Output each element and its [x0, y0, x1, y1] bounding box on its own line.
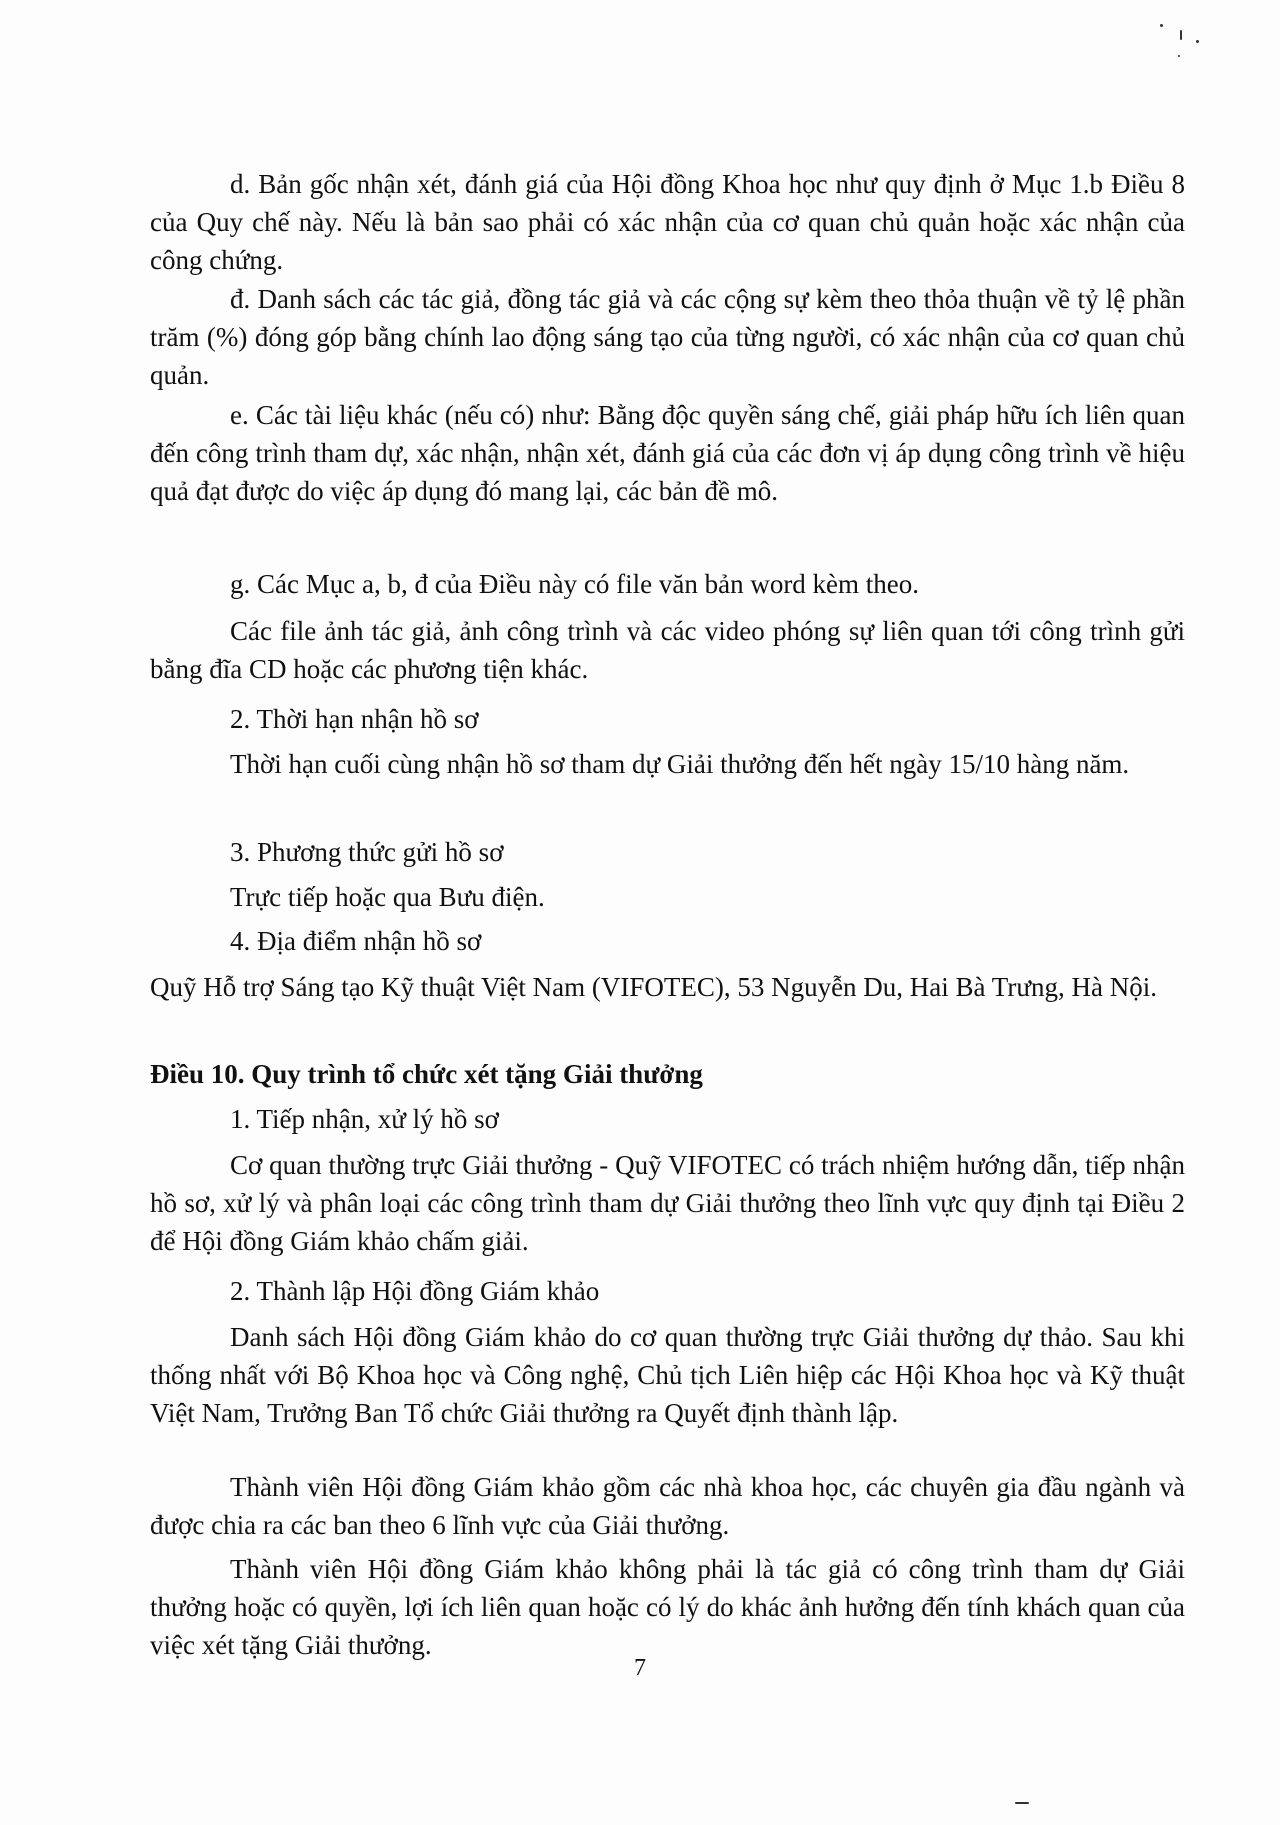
article-10-heading: Điều 10. Quy trình tổ chức xét tặng Giải thưởng — [150, 1059, 703, 1089]
section-2-title: 2. Thời hạn nhận hồ sơ — [230, 704, 479, 734]
paragraph-dd: đ. Danh sách các tác giả, đồng tác giả và các cộng sự kèm theo thỏa thuận về tỷ lệ phần trăm (%) đóng góp bằng chính lao động sáng tạo của từng người, có xác nhận của cơ quan chủ quản. — [150, 284, 1185, 390]
page-number: 7 — [634, 1655, 646, 1681]
section-3-body: Trực tiếp hoặc qua Bưu điện. — [230, 882, 545, 912]
section-4-title: 4. Địa điểm nhận hồ sơ — [230, 926, 482, 956]
article-10-item-2-body: Danh sách Hội đồng Giám khảo do cơ quan thường trực Giải thưởng dự thảo. Sau khi thống nhất với Bộ Khoa học và Công nghệ, Chủ tịch Liên hiệp các Hội Khoa học và Kỹ thuật Việt Nam, Trưởng Ban Tổ chức Giải thưởng ra Quyết định thành lập. — [150, 1322, 1185, 1428]
paragraph-d: d. Bản gốc nhận xét, đánh giá của Hội đồng Khoa học như quy định ở Mục 1.b Điều 8 của Quy chế này. Nếu là bản sao phải có xác nhận của cơ quan chủ quản hoặc xác nhận của công chứng. — [150, 169, 1185, 275]
section-3-title: 3. Phương thức gửi hồ sơ — [230, 837, 504, 867]
article-10-item-1-title: 1. Tiếp nhận, xử lý hồ sơ — [230, 1104, 499, 1134]
section-4-body: Quỹ Hỗ trợ Sáng tạo Kỹ thuật Việt Nam (VIFOTEC), 53 Nguyễn Du, Hai Bà Trưng, Hà Nội. — [150, 972, 1157, 1002]
scan-speck — [1196, 40, 1199, 43]
paragraph-g: g. Các Mục a, b, đ của Điều này có file văn bản word kèm theo. — [230, 569, 920, 599]
section-2-body: Thời hạn cuối cùng nhận hồ sơ tham dự Giải thưởng đến hết ngày 15/10 hàng năm. — [230, 749, 1130, 779]
paragraph-e: e. Các tài liệu khác (nếu có) như: Bằng độc quyền sáng chế, giải pháp hữu ích liên quan đến công trình tham dự, xác nhận, nhận xét, đánh giá của các đơn vị áp dụng công trình về hiệu quả đạt được do việc áp dụng đó mang lại, các bản đề mô. — [150, 400, 1185, 506]
paragraph-files: Các file ảnh tác giả, ảnh công trình và các video phóng sự liên quan tới công trình gửi bằng đĩa CD hoặc các phương tiện khác. — [150, 616, 1185, 684]
article-10-item-1-body: Cơ quan thường trực Giải thưởng - Quỹ VIFOTEC có trách nhiệm hướng dẫn, tiếp nhận hồ sơ, xử lý và phân loại các công trình tham dự Giải thưởng theo lĩnh vực quy định tại Điều 2 để Hội đồng Giám khảo chấm giải. — [150, 1150, 1185, 1256]
scan-speck — [1178, 55, 1180, 57]
article-10-members: Thành viên Hội đồng Giám khảo gồm các nhà khoa học, các chuyên gia đầu ngành và được chia ra các ban theo 6 lĩnh vực của Giải thưởng. — [150, 1472, 1185, 1540]
article-10-item-2-title: 2. Thành lập Hội đồng Giám khảo — [230, 1276, 600, 1306]
scan-speck — [1180, 30, 1182, 40]
article-10-rule: Thành viên Hội đồng Giám khảo không phải là tác giả có công trình tham dự Giải thưởng hoặc có quyền, lợi ích liên quan hoặc có lý do khác ảnh hưởng đến tính khách quan của việc xét tặng Giải thưởng. — [150, 1554, 1185, 1660]
scan-speck — [1160, 24, 1163, 27]
scan-speck — [1015, 1802, 1029, 1804]
